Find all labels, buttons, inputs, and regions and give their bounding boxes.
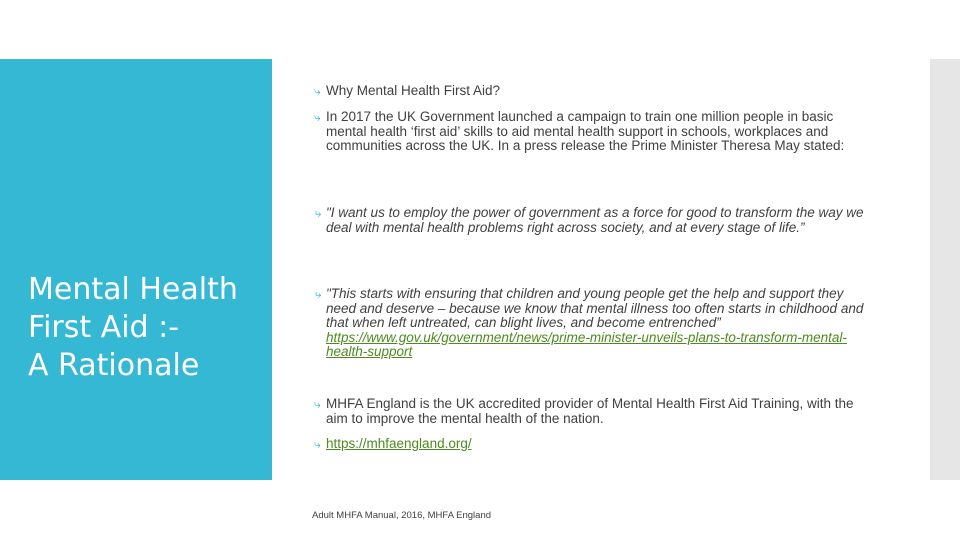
title-line-3: A Rationale — [28, 348, 200, 383]
bullet-icon: ⤷ — [314, 437, 321, 451]
mhfa-england-link[interactable]: https://mhfaengland.org/ — [326, 436, 472, 451]
bullet-text: Why Mental Health First Aid? — [326, 83, 501, 98]
title-panel — [0, 59, 272, 480]
bullet-quote-2 — [314, 287, 870, 360]
bullet-icon: ⤷ — [314, 110, 321, 124]
right-decorative-strip — [930, 59, 960, 480]
slide-title — [28, 271, 268, 385]
bullet-quote-1 — [314, 206, 870, 235]
title-line-2: First Aid :- — [28, 310, 180, 345]
bullet-why — [314, 84, 870, 99]
bullet-text: In 2017 the UK Government launched a campaign to train one million people in basic mental health ‘first aid’ skills to aid mental health support in schools, workplaces and communities across the UK. In a press release the Prime Minister Theresa May stated: — [326, 109, 845, 154]
bullet-text: "This starts with ensuring that children and young people get the help and support they need and deserve – because we know that mental illness too often starts in childhood and that when left untreated, can blight lives, and become entrenched” — [326, 286, 864, 331]
bullet-icon: ⤷ — [314, 397, 321, 411]
bullet-campaign — [314, 110, 870, 154]
bullet-mhfa-link — [314, 437, 870, 452]
content-area — [314, 0, 870, 540]
gov-uk-link[interactable]: https://www.gov.uk/government/news/prime-minister-unveils-plans-to-transform-mental-health-support — [326, 329, 847, 360]
bullet-icon: ⤷ — [314, 206, 321, 220]
bullet-icon: ⤷ — [314, 84, 321, 98]
bullet-text: "I want us to employ the power of government as a force for good to transform the way we deal with mental health problems right across society, and at every stage of life.” — [326, 205, 864, 235]
bullet-text — [326, 437, 870, 452]
bullet-text: MHFA England is the UK accredited provider of Mental Health First Aid Training, with the aim to improve the mental health of the nation. — [326, 396, 854, 426]
bullet-text-with-link — [326, 287, 870, 360]
bullet-mhfa-england — [314, 397, 870, 426]
footer-citation: Adult MHFA Manual, 2016, MHFA England — [312, 510, 492, 521]
title-line-1: Mental Health — [28, 272, 238, 307]
bullet-icon: ⤷ — [314, 287, 321, 301]
